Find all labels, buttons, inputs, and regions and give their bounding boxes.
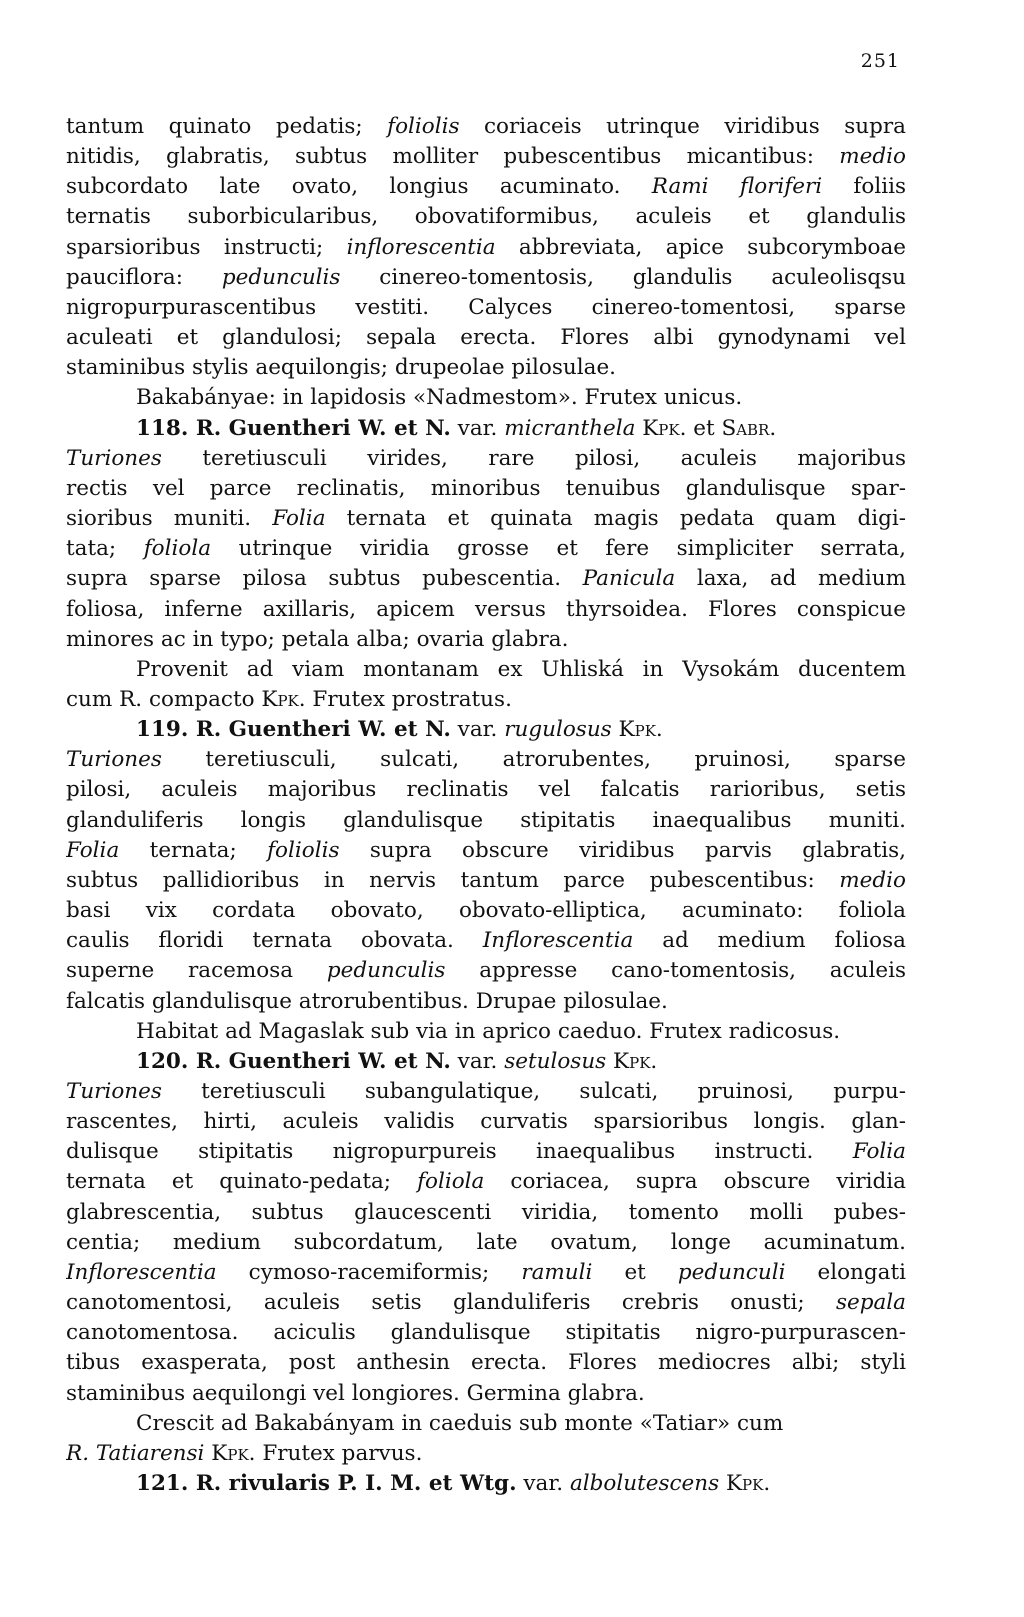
author-abbrev: Sabr. xyxy=(721,415,777,441)
italic-term: pedunculis xyxy=(326,958,446,984)
text-run: rectis vel parce reclinatis, minoribus tenuibus glandulisque spar- xyxy=(66,475,906,501)
text-run: aculeati et glandulosi; sepala erecta. Flores albi gynodynami vel xyxy=(66,325,906,351)
text-line xyxy=(66,1107,906,1137)
taxon-heading: 119. R. Guentheri W. et N. xyxy=(136,717,451,743)
text-run: cinereo-tomentosis, glandulis aculeolisqsu xyxy=(340,264,906,290)
text-line xyxy=(66,625,906,655)
text-line xyxy=(66,685,906,715)
text-run: elongati xyxy=(785,1259,906,1285)
text-line xyxy=(66,1379,906,1409)
text-run: ternata et quinata magis pedata quam digi- xyxy=(325,506,906,532)
text-run: ternata et quinato-pedata; xyxy=(66,1169,418,1195)
taxon-heading: 121. R. rivularis P. I. M. et Wtg. xyxy=(136,1471,517,1497)
text-run: Bakabányae: in lapidosis «Nadmestom». Frutex unicus. xyxy=(136,385,743,411)
text-run: Provenit ad viam montanam ex Uhliská in Vysokám ducentem xyxy=(136,656,906,682)
text-line xyxy=(66,1017,906,1047)
text-line xyxy=(66,112,906,142)
italic-term: Folia xyxy=(272,506,326,532)
text-line xyxy=(66,1409,906,1439)
text-line xyxy=(66,595,906,625)
text-run: Frutex parvus. xyxy=(255,1440,423,1466)
author-abbrev: Kpk. xyxy=(606,1048,658,1074)
text-line xyxy=(66,534,906,564)
italic-term: foliola xyxy=(143,536,212,562)
text-run: ad medium foliosa xyxy=(633,928,906,954)
text-run: glanduliferis longis glandulisque stipitatis inaequalibus muniti. xyxy=(66,807,906,833)
author-abbrev: Kpk. xyxy=(719,1471,771,1497)
text-run: tantum quinato pedatis; xyxy=(66,114,388,139)
text-run: et xyxy=(686,415,722,441)
text-line xyxy=(66,1288,906,1318)
text-line xyxy=(66,383,906,413)
text-run: minores ac in typo; petala alba; ovaria glabra. xyxy=(66,626,569,652)
text-run: glabrescentia, subtus glaucescenti viridia, tomento molli pubes- xyxy=(66,1199,906,1225)
text-run: tata; xyxy=(66,536,144,562)
text-line xyxy=(66,293,906,323)
italic-term: pedunculi xyxy=(677,1259,786,1285)
text-run: supra obscure viridibus parvis glabratis, xyxy=(339,837,906,863)
taxon-heading: 118. R. Guentheri W. et N. xyxy=(136,415,451,441)
text-run: ternata; xyxy=(119,837,268,863)
text-run: centia; medium subcordatum, late ovatum, longe acuminatum. xyxy=(66,1229,906,1255)
text-run: var. xyxy=(450,415,505,441)
italic-term: Turiones xyxy=(66,747,162,773)
text-line xyxy=(66,1167,906,1197)
author-abbrev: Kpk. xyxy=(635,415,687,441)
italic-term: ramuli xyxy=(521,1259,593,1285)
italic-term: Panicula xyxy=(582,566,676,592)
text-line xyxy=(66,1348,906,1378)
italic-term: foliolis xyxy=(387,114,460,139)
text-line xyxy=(66,564,906,594)
text-line xyxy=(66,474,906,504)
text-run: rascentes, hirti, aculeis validis curvatis sparsioribus longis. glan- xyxy=(66,1109,906,1135)
italic-term: inflorescentia xyxy=(346,234,496,260)
italic-term: Turiones xyxy=(66,445,162,471)
text-run: cymoso-racemiformis; xyxy=(216,1259,522,1285)
text-run: foliosa, inferne axillaris, apicem versus thyrsoidea. Flores conspicue xyxy=(66,596,906,622)
text-line xyxy=(66,866,906,896)
text-run: var. xyxy=(450,717,505,743)
text-line xyxy=(66,655,906,685)
text-line xyxy=(66,414,906,444)
text-line xyxy=(66,1439,906,1469)
text-line xyxy=(66,926,906,956)
italic-term: Inflorescentia xyxy=(482,928,634,954)
text-run: falcatis glandulisque atrorubentibus. Drupae pilosulae. xyxy=(66,988,668,1014)
text-line xyxy=(66,775,906,805)
italic-term: Inflorescentia xyxy=(66,1259,217,1285)
text-run: Crescit ad Bakabányam in caeduis sub monte «Tatiar» cum xyxy=(136,1410,784,1436)
text-line xyxy=(66,1228,906,1258)
italic-term: Rami floriferi xyxy=(651,174,823,200)
taxon-heading: 120. R. Guentheri W. et N. xyxy=(136,1048,451,1074)
text-run: supra sparse pilosa subtus pubescentia. xyxy=(66,566,583,592)
text-run: teretiusculi subangulatique, sulcati, pruinosi, purpu- xyxy=(161,1079,906,1104)
text-line xyxy=(66,504,906,534)
italic-term: medio xyxy=(839,867,906,893)
text-run: basi vix cordata obovato, obovato-elliptica, acuminato: foliola xyxy=(66,898,906,924)
italic-term: foliola xyxy=(417,1169,485,1195)
italic-term: Folia xyxy=(66,837,120,863)
text-run: coriacea, supra obscure viridia xyxy=(484,1169,906,1195)
text-run: staminibus stylis aequilongis; drupeolae pilosulae. xyxy=(66,355,617,381)
italic-term: Turiones xyxy=(66,1079,162,1104)
text-run: foliis xyxy=(822,174,906,200)
text-run: laxa, ad medium xyxy=(675,566,906,592)
text-run: pilosi, aculeis majoribus reclinatis vel falcatis rarioribus, setis xyxy=(66,777,906,803)
italic-term: albolutescens xyxy=(569,1471,720,1497)
text-run: coriaceis utrinque viridibus supra xyxy=(459,114,906,139)
text-run: pauciflora: xyxy=(66,264,222,290)
text-run: staminibus aequilongi vel longiores. Germina glabra. xyxy=(66,1380,645,1406)
italic-term: medio xyxy=(839,144,906,170)
text-line xyxy=(66,987,906,1017)
text-line xyxy=(66,353,906,383)
text-line xyxy=(66,202,906,232)
text-line xyxy=(66,323,906,353)
text-run: cum R. compacto xyxy=(66,686,262,712)
text-run: caulis floridi ternata obovata. xyxy=(66,928,483,954)
author-abbrev: Kpk. xyxy=(204,1440,256,1466)
italic-term: Folia xyxy=(852,1139,906,1165)
text-line xyxy=(66,233,906,263)
italic-term: foliolis xyxy=(267,837,340,863)
text-run: sparsioribus instructi; xyxy=(66,234,347,260)
text-line xyxy=(66,1258,906,1288)
text-line xyxy=(66,896,906,926)
text-run: canotomentosa. aciculis glandulisque stipitatis nigro-purpurascen- xyxy=(66,1320,906,1346)
italic-term: sepala xyxy=(835,1290,906,1316)
text-line xyxy=(66,836,906,866)
italic-term: pedunculis xyxy=(221,264,341,290)
text-run: teretiusculi, sulcati, atrorubentes, pruinosi, sparse xyxy=(161,747,906,773)
text-run: ternatis suborbicularibus, obovatiformibus, aculeis et glandulis xyxy=(66,204,906,230)
text-run: Habitat ad Magaslak sub via in aprico caeduo. Frutex radicosus. xyxy=(136,1018,841,1044)
text-line xyxy=(66,715,906,745)
text-run: Frutex prostratus. xyxy=(305,686,512,712)
text-run: appresse cano-tomentosis, aculeis xyxy=(445,958,906,984)
text-run: utrinque viridia grosse et fere simpliciter serrata, xyxy=(211,536,906,562)
text-line xyxy=(66,444,906,474)
text-run: tibus exasperata, post anthesin erecta. Flores mediocres albi; styli xyxy=(66,1350,906,1376)
text-line xyxy=(66,142,906,172)
text-run: superne racemosa xyxy=(66,958,327,984)
text-line xyxy=(66,172,906,202)
text-line xyxy=(66,1137,906,1167)
italic-term: micranthela xyxy=(504,415,636,441)
text-line xyxy=(66,745,906,775)
italic-term: rugulosus xyxy=(504,717,612,743)
text-run: subtus pallidioribus in nervis tantum parce pubescentibus: xyxy=(66,867,840,893)
author-abbrev: Kpk. xyxy=(611,717,663,743)
text-run: nigropurpurascentibus vestiti. Calyces cinereo-tomentosi, sparse xyxy=(66,294,906,320)
page-number: 251 xyxy=(860,50,900,72)
text-line xyxy=(66,1047,906,1077)
text-line xyxy=(66,806,906,836)
text-line xyxy=(66,1077,906,1107)
text-run: dulisque stipitatis nigropurpureis inaequalibus instructi. xyxy=(66,1139,853,1165)
text-line xyxy=(66,1318,906,1348)
text-run: sioribus muniti. xyxy=(66,506,273,532)
italic-term: setulosus xyxy=(504,1048,607,1074)
text-run: subcordato late ovato, longius acuminato. xyxy=(66,174,652,200)
text-line xyxy=(66,1198,906,1228)
text-line xyxy=(66,263,906,293)
text-line xyxy=(66,1469,906,1499)
text-run: var. xyxy=(450,1048,505,1074)
text-run: abbreviata, apice subcorymboae xyxy=(495,234,906,260)
text-run: canotomentosi, aculeis setis glanduliferis crebris onusti; xyxy=(66,1290,836,1316)
author-abbrev: Kpk. xyxy=(261,686,306,712)
text-run: et xyxy=(592,1259,678,1285)
text-run: teretiusculi virides, rare pilosi, aculeis majoribus xyxy=(161,445,906,471)
text-run: nitidis, glabratis, subtus molliter pubescentibus micantibus: xyxy=(66,144,840,170)
italic-term: R. Tatiarensi xyxy=(66,1440,205,1466)
body-text xyxy=(66,112,906,1499)
text-line xyxy=(66,956,906,986)
text-run: var. xyxy=(516,1471,570,1497)
